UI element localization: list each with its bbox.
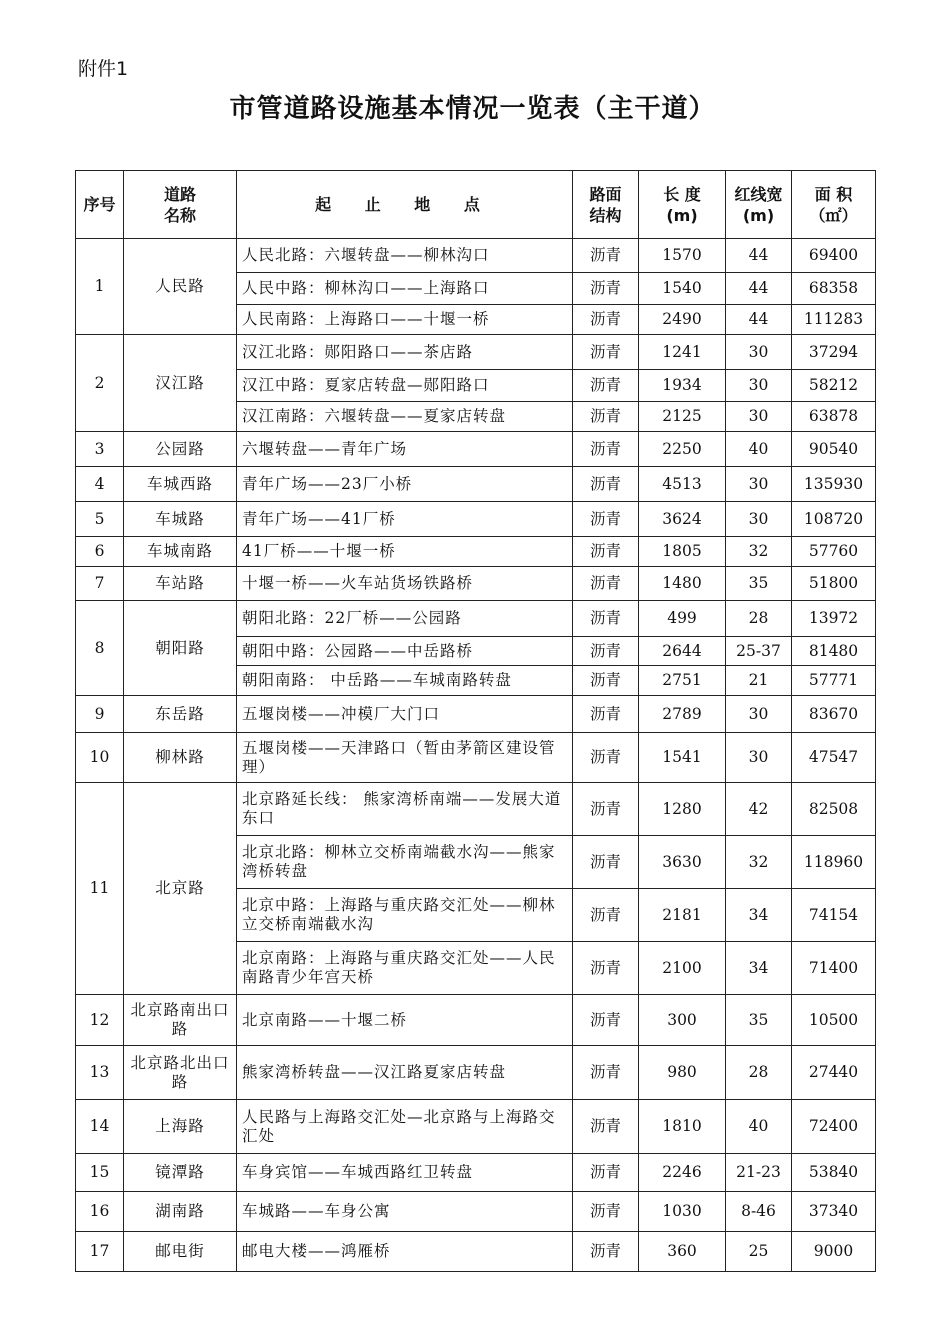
segment-length: 3624 xyxy=(639,502,726,537)
header-surface-line2: 结构 xyxy=(589,205,622,225)
segment-description: 北京路延长线： 熊家湾桥南端——发展大道东口 xyxy=(237,783,573,836)
segment-area: 63878 xyxy=(792,402,876,432)
segment-description: 北京南路——十堰二桥 xyxy=(237,995,573,1046)
segment-redline-width: 30 xyxy=(726,502,792,537)
segment-description: 青年广场——41厂桥 xyxy=(237,502,573,537)
segment-description: 十堰一桥——火车站货场铁路桥 xyxy=(237,567,573,601)
segment-length: 1540 xyxy=(639,273,726,305)
segment-area: 37340 xyxy=(792,1192,876,1232)
header-width-line1: 红线宽 xyxy=(734,184,783,204)
segment-description: 邮电大楼——鸿雁桥 xyxy=(237,1232,573,1272)
road-name: 公园路 xyxy=(124,432,237,467)
segment-area: 51800 xyxy=(792,567,876,601)
row-number: 5 xyxy=(76,502,124,537)
road-name: 湖南路 xyxy=(124,1192,237,1232)
segment-surface: 沥青 xyxy=(573,537,639,567)
table-body xyxy=(76,239,876,1272)
segment-length: 1810 xyxy=(639,1100,726,1154)
header-area xyxy=(792,171,876,239)
road-name: 北京路 xyxy=(124,783,237,995)
segment-surface: 沥青 xyxy=(573,305,639,335)
row-number: 14 xyxy=(76,1100,124,1154)
segment-redline-width: 40 xyxy=(726,432,792,467)
segment-description: 汉江北路：郧阳路口——茶店路 xyxy=(237,335,573,370)
segment-length: 2125 xyxy=(639,402,726,432)
segment-length: 2751 xyxy=(639,666,726,696)
segment-length: 1280 xyxy=(639,783,726,836)
segment-surface: 沥青 xyxy=(573,502,639,537)
road-name: 北京路北出口路 xyxy=(124,1046,237,1100)
header-length xyxy=(639,171,726,239)
row-number: 17 xyxy=(76,1232,124,1272)
table-row xyxy=(76,467,876,502)
table-row xyxy=(76,502,876,537)
segment-redline-width: 21-23 xyxy=(726,1154,792,1192)
row-number: 4 xyxy=(76,467,124,502)
segment-surface: 沥青 xyxy=(573,637,639,666)
segment-description: 朝阳中路：公园路——中岳路桥 xyxy=(237,637,573,666)
row-number: 2 xyxy=(76,335,124,432)
table-row xyxy=(76,696,876,733)
table-row xyxy=(76,1232,876,1272)
document-title: 市管道路设施基本情况一览表（主干道） xyxy=(229,94,716,124)
segment-description: 车城路——车身公寓 xyxy=(237,1192,573,1232)
segment-surface: 沥青 xyxy=(573,696,639,733)
segment-area: 13972 xyxy=(792,601,876,637)
road-name: 车城路 xyxy=(124,502,237,537)
segment-length: 1541 xyxy=(639,733,726,783)
segment-surface: 沥青 xyxy=(573,402,639,432)
row-number: 8 xyxy=(76,601,124,696)
row-number: 1 xyxy=(76,239,124,335)
header-surface-line1: 路面 xyxy=(589,184,622,204)
segment-redline-width: 44 xyxy=(726,239,792,273)
road-name: 柳林路 xyxy=(124,733,237,783)
segment-length: 2181 xyxy=(639,889,726,942)
segment-length: 2246 xyxy=(639,1154,726,1192)
segment-surface: 沥青 xyxy=(573,995,639,1046)
segment-redline-width: 25-37 xyxy=(726,637,792,666)
segment-length: 1030 xyxy=(639,1192,726,1232)
segment-length: 2789 xyxy=(639,696,726,733)
header-area-line1: 面 积 xyxy=(814,184,853,204)
road-name: 汉江路 xyxy=(124,335,237,432)
segment-redline-width: 30 xyxy=(726,733,792,783)
road-name: 朝阳路 xyxy=(124,601,237,696)
table-row xyxy=(76,1100,876,1154)
segment-area: 9000 xyxy=(792,1232,876,1272)
header-width-line2: (m) xyxy=(742,205,775,225)
segment-description: 北京南路：上海路与重庆路交汇处——人民南路青少年宫天桥 xyxy=(237,942,573,995)
segment-surface: 沥青 xyxy=(573,335,639,370)
segment-description: 人民中路：柳林沟口——上海路口 xyxy=(237,273,573,305)
road-name: 车城西路 xyxy=(124,467,237,502)
row-number: 9 xyxy=(76,696,124,733)
segment-area: 82508 xyxy=(792,783,876,836)
segment-description: 熊家湾桥转盘——汉江路夏家店转盘 xyxy=(237,1046,573,1100)
segment-redline-width: 30 xyxy=(726,370,792,402)
table-row xyxy=(76,1192,876,1232)
road-facilities-table xyxy=(75,170,876,1272)
segment-redline-width: 28 xyxy=(726,601,792,637)
segment-redline-width: 30 xyxy=(726,467,792,502)
row-number: 13 xyxy=(76,1046,124,1100)
road-name: 人民路 xyxy=(124,239,237,335)
segment-length: 1480 xyxy=(639,567,726,601)
segment-surface: 沥青 xyxy=(573,1154,639,1192)
segment-description: 人民南路：上海路口——十堰一桥 xyxy=(237,305,573,335)
row-number: 10 xyxy=(76,733,124,783)
table-row xyxy=(76,432,876,467)
segment-length: 1570 xyxy=(639,239,726,273)
segment-surface: 沥青 xyxy=(573,239,639,273)
segment-area: 135930 xyxy=(792,467,876,502)
header-surface xyxy=(573,171,639,239)
segment-length: 4513 xyxy=(639,467,726,502)
segment-area: 111283 xyxy=(792,305,876,335)
segment-surface: 沥青 xyxy=(573,733,639,783)
segment-area: 83670 xyxy=(792,696,876,733)
segment-redline-width: 40 xyxy=(726,1100,792,1154)
table-row xyxy=(76,783,876,836)
segment-description: 人民路与上海路交汇处—北京路与上海路交汇处 xyxy=(237,1100,573,1154)
header-no: 序号 xyxy=(76,171,124,239)
segment-length: 2490 xyxy=(639,305,726,335)
segment-area: 118960 xyxy=(792,836,876,889)
segment-area: 74154 xyxy=(792,889,876,942)
segment-redline-width: 30 xyxy=(726,402,792,432)
road-name: 邮电街 xyxy=(124,1232,237,1272)
segment-redline-width: 30 xyxy=(726,696,792,733)
segment-surface: 沥青 xyxy=(573,1192,639,1232)
segment-description: 青年广场——23厂小桥 xyxy=(237,467,573,502)
segment-redline-width: 25 xyxy=(726,1232,792,1272)
header-length-line1: 长 度 xyxy=(663,184,701,204)
header-road-name-line1: 道路 xyxy=(163,184,196,204)
segment-length: 300 xyxy=(639,995,726,1046)
segment-area: 69400 xyxy=(792,239,876,273)
road-name: 上海路 xyxy=(124,1100,237,1154)
table-row xyxy=(76,239,876,273)
road-name: 北京路南出口路 xyxy=(124,995,237,1046)
row-number: 15 xyxy=(76,1154,124,1192)
segment-area: 68358 xyxy=(792,273,876,305)
row-number: 11 xyxy=(76,783,124,995)
segment-description: 车身宾馆——车城西路红卫转盘 xyxy=(237,1154,573,1192)
segment-area: 57771 xyxy=(792,666,876,696)
segment-description: 汉江南路：六堰转盘——夏家店转盘 xyxy=(237,402,573,432)
attachment-label: 附件1 xyxy=(78,58,129,80)
header-span: 起 止 地 点 xyxy=(237,171,573,239)
segment-length: 2250 xyxy=(639,432,726,467)
road-name: 车站路 xyxy=(124,567,237,601)
road-name: 镜潭路 xyxy=(124,1154,237,1192)
header-area-line2: （㎡） xyxy=(809,205,858,225)
table-row xyxy=(76,1154,876,1192)
segment-surface: 沥青 xyxy=(573,467,639,502)
segment-description: 朝阳南路： 中岳路——车城南路转盘 xyxy=(237,666,573,696)
table-row xyxy=(76,567,876,601)
segment-area: 71400 xyxy=(792,942,876,995)
segment-redline-width: 30 xyxy=(726,335,792,370)
segment-surface: 沥青 xyxy=(573,370,639,402)
segment-length: 1934 xyxy=(639,370,726,402)
segment-area: 53840 xyxy=(792,1154,876,1192)
segment-redline-width: 44 xyxy=(726,273,792,305)
segment-surface: 沥青 xyxy=(573,1046,639,1100)
segment-surface: 沥青 xyxy=(573,783,639,836)
segment-redline-width: 32 xyxy=(726,537,792,567)
segment-length: 1805 xyxy=(639,537,726,567)
row-number: 16 xyxy=(76,1192,124,1232)
header-road-name-line2: 名称 xyxy=(163,205,196,225)
segment-redline-width: 8-46 xyxy=(726,1192,792,1232)
segment-redline-width: 21 xyxy=(726,666,792,696)
segment-redline-width: 44 xyxy=(726,305,792,335)
table-row xyxy=(76,995,876,1046)
segment-surface: 沥青 xyxy=(573,666,639,696)
segment-area: 57760 xyxy=(792,537,876,567)
segment-area: 108720 xyxy=(792,502,876,537)
segment-description: 人民北路：六堰转盘——柳林沟口 xyxy=(237,239,573,273)
segment-length: 499 xyxy=(639,601,726,637)
segment-length: 360 xyxy=(639,1232,726,1272)
segment-redline-width: 34 xyxy=(726,889,792,942)
segment-description: 六堰转盘——青年广场 xyxy=(237,432,573,467)
header-width xyxy=(726,171,792,239)
road-name: 车城南路 xyxy=(124,537,237,567)
segment-area: 72400 xyxy=(792,1100,876,1154)
segment-surface: 沥青 xyxy=(573,1100,639,1154)
row-number: 7 xyxy=(76,567,124,601)
table-row xyxy=(76,601,876,637)
segment-description: 41厂桥——十堰一桥 xyxy=(237,537,573,567)
segment-length: 980 xyxy=(639,1046,726,1100)
segment-area: 81480 xyxy=(792,637,876,666)
header-length-line2: (m) xyxy=(666,205,698,225)
segment-redline-width: 35 xyxy=(726,995,792,1046)
segment-length: 2644 xyxy=(639,637,726,666)
segment-area: 58212 xyxy=(792,370,876,402)
segment-length: 2100 xyxy=(639,942,726,995)
segment-redline-width: 32 xyxy=(726,836,792,889)
table-row xyxy=(76,1046,876,1100)
segment-description: 汉江中路：夏家店转盘—郧阳路口 xyxy=(237,370,573,402)
segment-area: 27440 xyxy=(792,1046,876,1100)
row-number: 12 xyxy=(76,995,124,1046)
segment-description: 北京北路：柳林立交桥南端截水沟——熊家湾桥转盘 xyxy=(237,836,573,889)
table-row xyxy=(76,733,876,783)
segment-area: 90540 xyxy=(792,432,876,467)
segment-description: 五堰岗楼——天津路口（暂由茅箭区建设管理） xyxy=(237,733,573,783)
segment-description: 朝阳北路：22厂桥——公园路 xyxy=(237,601,573,637)
segment-surface: 沥青 xyxy=(573,432,639,467)
row-number: 6 xyxy=(76,537,124,567)
row-number: 3 xyxy=(76,432,124,467)
segment-surface: 沥青 xyxy=(573,1232,639,1272)
table-row xyxy=(76,537,876,567)
header-road-name xyxy=(124,171,237,239)
segment-surface: 沥青 xyxy=(573,836,639,889)
header-row xyxy=(76,171,876,239)
segment-surface: 沥青 xyxy=(573,942,639,995)
segment-redline-width: 28 xyxy=(726,1046,792,1100)
segment-description: 五堰岗楼——冲模厂大门口 xyxy=(237,696,573,733)
segment-surface: 沥青 xyxy=(573,273,639,305)
segment-length: 3630 xyxy=(639,836,726,889)
segment-surface: 沥青 xyxy=(573,567,639,601)
segment-area: 47547 xyxy=(792,733,876,783)
road-name: 东岳路 xyxy=(124,696,237,733)
segment-redline-width: 42 xyxy=(726,783,792,836)
segment-surface: 沥青 xyxy=(573,601,639,637)
segment-redline-width: 34 xyxy=(726,942,792,995)
segment-area: 10500 xyxy=(792,995,876,1046)
segment-area: 37294 xyxy=(792,335,876,370)
segment-surface: 沥青 xyxy=(573,889,639,942)
segment-description: 北京中路：上海路与重庆路交汇处——柳林立交桥南端截水沟 xyxy=(237,889,573,942)
segment-length: 1241 xyxy=(639,335,726,370)
table-row xyxy=(76,335,876,370)
segment-redline-width: 35 xyxy=(726,567,792,601)
